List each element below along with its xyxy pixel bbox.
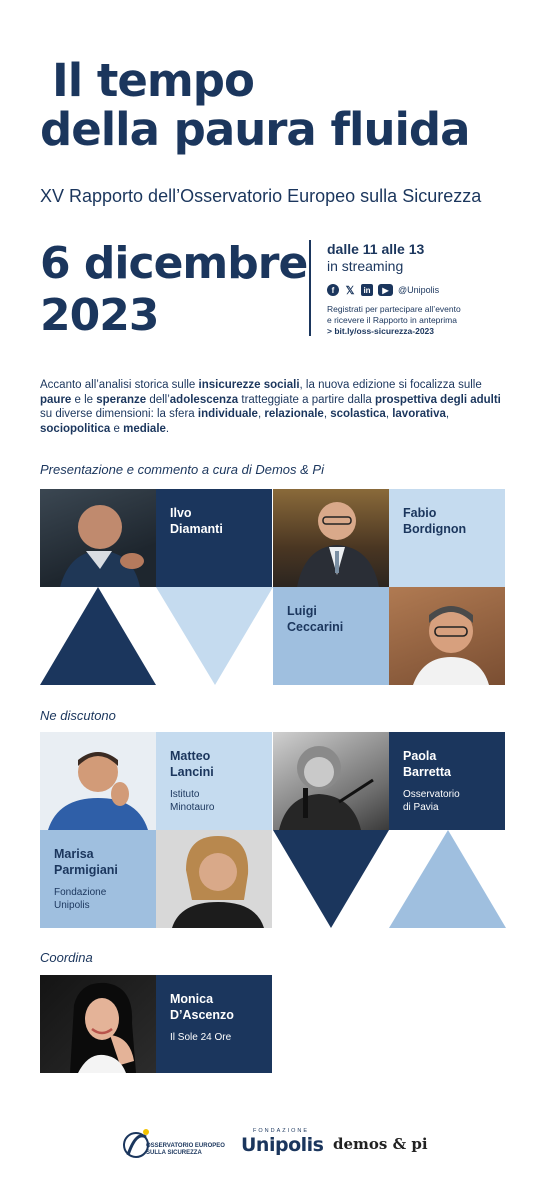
triangles-row2 bbox=[40, 587, 273, 685]
card-ceccarini bbox=[273, 587, 389, 685]
card-barretta bbox=[389, 732, 505, 830]
facebook-icon[interactable]: f bbox=[327, 284, 339, 296]
blue-triangle bbox=[389, 830, 506, 928]
card-parmigiani bbox=[40, 830, 156, 928]
speaker-name: Monica D’Ascenzo bbox=[170, 992, 234, 1022]
demos-logo: demos & pi bbox=[333, 1135, 428, 1153]
register-line-1: Registrati per partecipare all’evento bbox=[327, 304, 461, 314]
speaker-name: Paola Barretta bbox=[403, 749, 451, 779]
youtube-icon[interactable]: ▶ bbox=[378, 284, 393, 296]
linkedin-icon[interactable]: in bbox=[361, 284, 373, 296]
social-links bbox=[327, 283, 537, 297]
event-date bbox=[40, 238, 307, 342]
osservatorio-logo: OSSERVATORIO EUROPEO SULLA SICUREZZA bbox=[122, 1127, 222, 1161]
x-icon[interactable]: 𝕏 bbox=[345, 284, 355, 297]
event-mode: in streaming bbox=[327, 258, 404, 274]
speaker-affiliation: Istituto Minotauro bbox=[170, 789, 215, 813]
event-info bbox=[327, 241, 537, 337]
footer-logos bbox=[0, 1122, 546, 1170]
navy-triangle bbox=[40, 587, 156, 685]
triangles-row4 bbox=[273, 830, 506, 928]
divider bbox=[309, 240, 311, 336]
event-time: dalle 11 alle 13 bbox=[327, 241, 425, 257]
speaker-name: Ilvo Diamanti bbox=[170, 506, 223, 536]
pale-triangle bbox=[156, 587, 273, 685]
section-coordination: Coordina bbox=[40, 950, 93, 965]
social-handle[interactable]: @Unipolis bbox=[398, 285, 440, 295]
speaker-name: Luigi Ceccarini bbox=[287, 604, 344, 634]
photo-barretta bbox=[273, 732, 389, 830]
title-line-2: della paura fluida bbox=[40, 103, 470, 156]
event-title bbox=[40, 56, 470, 154]
photo-lancini bbox=[40, 732, 156, 830]
speaker-affiliation: Il Sole 24 Ore bbox=[170, 1032, 232, 1043]
section-discussion: Ne discutono bbox=[40, 708, 116, 723]
card-diamanti bbox=[156, 489, 272, 587]
speaker-name: Matteo Lancini bbox=[170, 749, 214, 779]
speaker-name: Marisa Parmigiani bbox=[54, 847, 118, 877]
title-line-1: Il tempo bbox=[52, 54, 254, 107]
card-dascenzo bbox=[156, 975, 272, 1073]
photo-bordignon bbox=[273, 489, 389, 587]
card-bordignon bbox=[389, 489, 505, 587]
register-line-2: e ricevere il Rapporto in anteprima bbox=[327, 315, 457, 325]
card-lancini bbox=[156, 732, 272, 830]
date-year: 2023 bbox=[40, 290, 159, 341]
registration-info bbox=[327, 304, 537, 337]
date-day-month: 6 dicembre bbox=[40, 238, 308, 289]
section-presentation: Presentazione e commento a cura di Demos & Pi bbox=[40, 462, 324, 477]
photo-ceccarini bbox=[389, 587, 505, 685]
unipolis-logo: FONDAZIONE Unipolis bbox=[241, 1128, 324, 1156]
photo-diamanti bbox=[40, 489, 156, 587]
speaker-affiliation: Osservatorio di Pavia bbox=[403, 789, 460, 813]
speaker-name: Fabio Bordignon bbox=[403, 506, 467, 536]
registration-link[interactable]: > bit.ly/oss-sicurezza-2023 bbox=[327, 326, 435, 336]
navy-triangle bbox=[273, 830, 389, 928]
photo-parmigiani bbox=[156, 830, 272, 928]
intro-paragraph: Accanto all’analisi storica sulle insicurezze sociali, la nuova edizione si focalizza sulle paure e le speranze dell’adolescenza tratteggiate a partire dalla prospettiva degli adulti su diverse dimensioni: la sfera individuale, relazionale, scolastica, lavorativa, sociopolitica e mediale. bbox=[40, 379, 501, 435]
photo-dascenzo bbox=[40, 975, 156, 1073]
speaker-affiliation: Fondazione Unipolis bbox=[54, 887, 107, 911]
report-subtitle: XV Rapporto dell’Osservatorio Europeo sulla Sicurezza bbox=[40, 186, 482, 206]
